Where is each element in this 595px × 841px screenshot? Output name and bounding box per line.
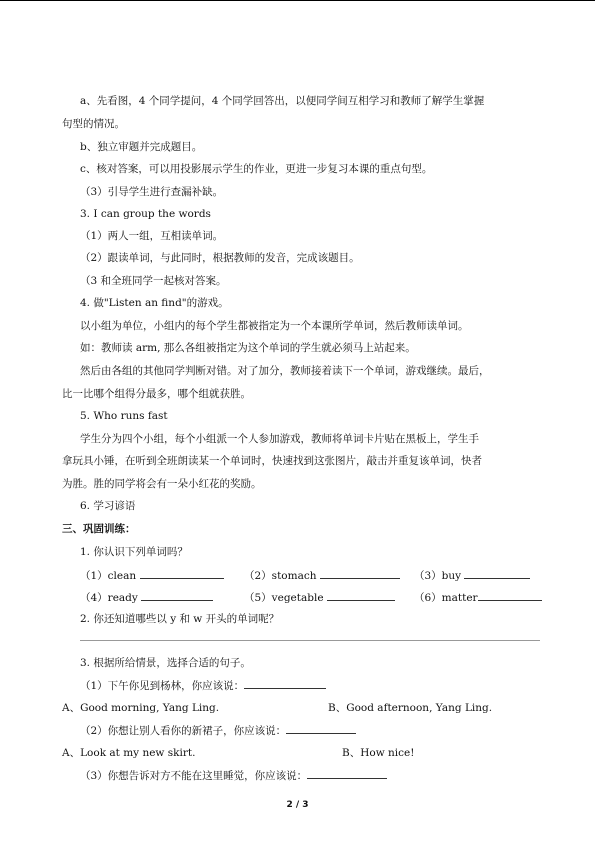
word-item: （4）ready <box>80 590 213 605</box>
question-3-3: （3）你想告诉对方不能在这里睡觉，你应该说： <box>80 768 387 783</box>
section-4-para-1: 以小组为单位，小组内的每个学生都被指定为一个本课所学单词，然后教师读单词。 <box>80 320 469 332</box>
page-top-border <box>0 0 595 1</box>
answer-blank[interactable] <box>320 568 400 579</box>
section-3-title: 3. I can group the words <box>80 208 211 220</box>
word-item: （6）matter <box>414 590 542 605</box>
option-a: A、Look at my new skirt. <box>62 747 196 759</box>
answer-blank[interactable] <box>140 568 224 579</box>
section-4-para-3a: 然后由各组的其他同学判断对错。对了加分，教师接着读下一个单词，游戏继续。最后， <box>80 365 490 377</box>
step-b: b、独立审题并完成题目。 <box>80 141 203 153</box>
answer-blank[interactable] <box>286 723 356 734</box>
page-number: 2 / 3 <box>286 800 309 810</box>
word-item: （2）stomach <box>244 568 400 583</box>
section-5-para-3: 为胜。胜的同学将会有一朵小红花的奖励。 <box>62 478 262 490</box>
step-a-line2: 句型的情况。 <box>62 118 125 130</box>
question-3: 3. 根据所给情景，选择合适的句子。 <box>80 657 251 669</box>
question-2: 2. 你还知道哪些以 y 和 w 开头的单词呢？ <box>80 613 280 625</box>
word-item: （3）buy <box>414 568 530 583</box>
answer-blank[interactable] <box>327 590 395 601</box>
answer-blank[interactable] <box>464 568 530 579</box>
step-3: （3）引导学生进行查漏补缺。 <box>80 186 224 198</box>
answer-blank[interactable] <box>244 678 326 689</box>
answer-blank[interactable] <box>307 768 387 779</box>
step-c: c、核对答案，可以用投影展示学生的作业，更进一步复习本课的重点句型。 <box>80 163 433 175</box>
section-3-item-3: （3 和全班同学一起核对答案。 <box>80 275 227 287</box>
section-5-para-1: 学生分为四个小组，每个小组派一个人参加游戏，教师将单词卡片贴在黑板上，学生手 <box>80 433 479 445</box>
word-item: （1）clean <box>80 568 224 583</box>
answer-blank[interactable] <box>478 590 542 601</box>
answer-line <box>80 640 540 641</box>
section-4-para-2: 如：教师读 arm, 那么各组被指定为这个单词的学生就必须马上站起来。 <box>80 342 416 354</box>
step-a-line1: a、先看图，4 个同学提问，4 个同学回答出，以便同学间互相学习和教师了解学生掌握 <box>80 95 485 107</box>
section-3-item-2: （2）跟读单词，与此同时，根据教师的发音，完成该题目。 <box>80 252 360 264</box>
option-a: A、Good morning, Yang Ling. <box>62 702 220 714</box>
word-item: （5）vegetable <box>244 590 395 605</box>
section-5-title: 5. Who runs fast <box>80 410 168 422</box>
section-4-para-3b: 比一比哪个组得分最多，哪个组就获胜。 <box>62 388 251 400</box>
question-3-1: （1）下午你见到杨林，你应该说： <box>80 678 326 693</box>
question-3-2: （2）你想让别人看你的新裙子，你应该说： <box>80 723 356 738</box>
option-b: B、Good afternoon, Yang Ling. <box>328 702 493 714</box>
option-b: B、How nice! <box>342 747 415 759</box>
practice-heading: 三、巩固训练： <box>62 523 136 535</box>
answer-blank[interactable] <box>141 590 213 601</box>
section-4-title: 4. 做"Listen an find"的游戏。 <box>80 297 229 309</box>
question-1: 1. 你认识下列单词吗？ <box>80 546 188 558</box>
section-5-para-2: 拿玩具小锤，在听到全班朗读某一个单词时，快速找到这张图片，敲击并重复该单词，快者 <box>62 455 482 467</box>
section-6-title: 6. 学习谚语 <box>80 500 136 512</box>
section-3-item-1: （1）两人一组，互相读单词。 <box>80 230 224 242</box>
